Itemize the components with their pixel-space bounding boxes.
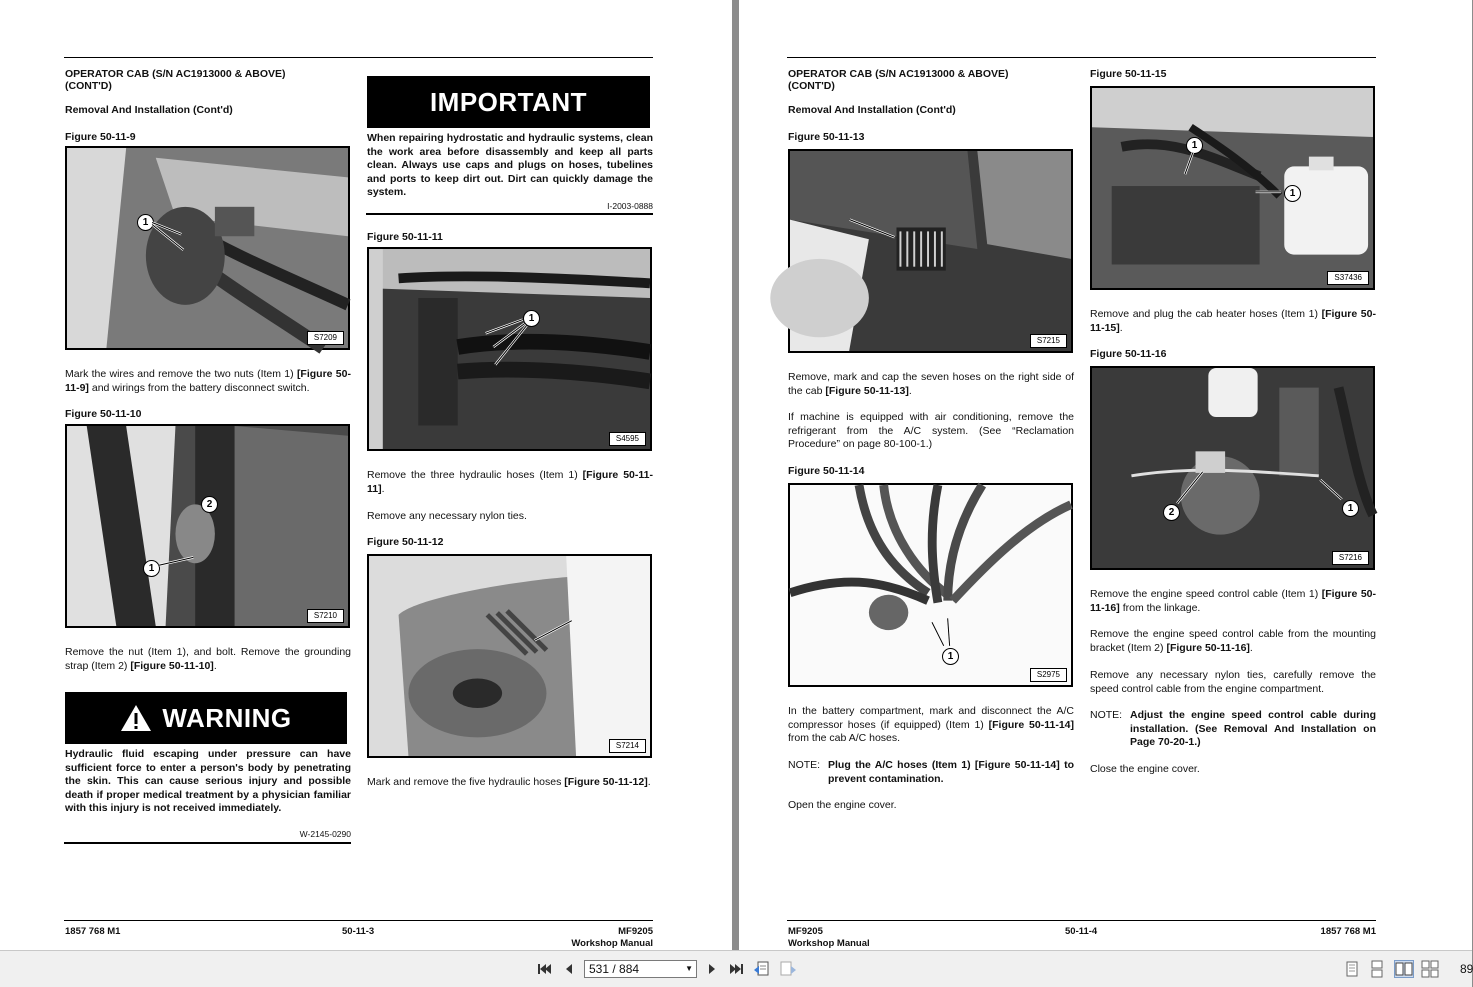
paragraph: In the battery compartment, mark and disconnect the A/C compressor hoses (if equipped) (Item 1) [Figure 50-11-14] from the cab A/C hoses. bbox=[788, 705, 1074, 744]
header-rule bbox=[64, 57, 653, 58]
important-text: When repairing hydrostatic and hydraulic systems, clean the work area before disassembly and keep all parts clean. Always use caps and plugs on hoses, tubelines and ports to keep dirt out. Dirt can quickly damage the system. bbox=[367, 132, 653, 198]
callout-1: 1 bbox=[137, 214, 154, 231]
last-page-icon bbox=[729, 961, 745, 977]
callout-1: 1 bbox=[1342, 500, 1359, 517]
go-forward-button[interactable] bbox=[780, 961, 796, 977]
section-title: OPERATOR CAB (S/N AC1913000 & ABOVE) (CONT'D) bbox=[788, 68, 1009, 92]
footer-page-number: 50-11-3 bbox=[342, 926, 375, 937]
paragraph: Remove any necessary nylon ties, carefully remove the speed control cable from the engine compartment. bbox=[1090, 669, 1376, 695]
figure-title: Figure 50-11-10 bbox=[65, 408, 142, 420]
go-back-view-icon bbox=[753, 961, 771, 977]
callout-1: 1 bbox=[942, 648, 959, 665]
figure-photo-50-11-10 bbox=[65, 424, 350, 628]
figure-title: Figure 50-11-15 bbox=[1090, 68, 1167, 80]
warning-label: WARNING bbox=[162, 702, 292, 733]
section-subtitle: Removal And Installation (Cont'd) bbox=[788, 104, 956, 116]
important-label: IMPORTANT bbox=[429, 86, 588, 117]
paragraph: Close the engine cover. bbox=[1090, 763, 1200, 775]
figure-id: S7216 bbox=[1332, 551, 1369, 565]
viewer-toolbar bbox=[0, 950, 1472, 987]
callout-1: 1 bbox=[1284, 185, 1301, 202]
figure-id: S4595 bbox=[609, 432, 646, 446]
figure-photo-50-11-16 bbox=[1090, 366, 1375, 570]
page-indicator: 531 / 884 bbox=[589, 962, 640, 976]
note-text: Plug the A/C hoses (Item 1) [Figure 50-11-14] to prevent contamination. bbox=[828, 759, 1074, 785]
callout-2: 2 bbox=[1163, 504, 1180, 521]
paragraph: Remove the engine speed control cable (Item 1) [Figure 50-11-16] from the linkage. bbox=[1090, 588, 1376, 614]
first-page-button[interactable] bbox=[536, 961, 552, 977]
figure-photo-50-11-15 bbox=[1090, 86, 1375, 290]
previous-page-button[interactable] bbox=[561, 961, 577, 977]
go-forward-view-icon bbox=[779, 961, 797, 977]
page-number-select[interactable] bbox=[584, 960, 697, 978]
callout-1: 1 bbox=[1186, 137, 1203, 154]
warning-code: W-2145-0290 bbox=[299, 829, 351, 839]
callout-1: 1 bbox=[523, 310, 540, 327]
single-page-icon bbox=[1345, 961, 1359, 977]
figure-photo-50-11-12 bbox=[367, 554, 652, 758]
warning-banner bbox=[65, 692, 347, 744]
figure-id: S37436 bbox=[1327, 271, 1369, 285]
paragraph: Remove and plug the cab heater hoses (Item 1) [Figure 50-11-15]. bbox=[1090, 308, 1376, 334]
important-bottom-rule bbox=[366, 213, 653, 215]
figure-id: S7210 bbox=[307, 609, 344, 623]
paragraph: Remove the nut (Item 1), and bolt. Remove the grounding strap (Item 2) [Figure 50-11-10]. bbox=[65, 646, 351, 672]
footer-doc-number: 1857 768 M1 bbox=[1320, 926, 1376, 937]
paragraph: Remove the engine speed control cable from the mounting bracket (Item 2) [Figure 50-11-16]. bbox=[1090, 628, 1376, 654]
figure-title: Figure 50-11-14 bbox=[788, 465, 865, 477]
single-page-view-button[interactable] bbox=[1344, 961, 1360, 977]
footer-doc-number: 1857 768 M1 bbox=[65, 926, 121, 937]
figure-title: Figure 50-11-13 bbox=[788, 131, 865, 143]
figure-photo-50-11-9 bbox=[65, 146, 350, 350]
continuous-view-button[interactable] bbox=[1369, 961, 1385, 977]
figure-title: Figure 50-11-12 bbox=[367, 536, 444, 548]
chevron-down-icon: ▼ bbox=[685, 964, 693, 973]
paragraph: Mark the wires and remove the two nuts (Item 1) [Figure 50-11-9] and wirings from the battery disconnect switch. bbox=[65, 368, 351, 394]
figure-photo-50-11-14 bbox=[788, 483, 1073, 687]
warning-triangle-icon bbox=[120, 704, 152, 732]
next-page-icon bbox=[704, 961, 720, 977]
figure-photo-50-11-13 bbox=[788, 149, 1073, 353]
note-label: NOTE: bbox=[788, 759, 821, 771]
continuous-facing-icon bbox=[1421, 961, 1439, 977]
footer-page-number: 50-11-4 bbox=[1065, 926, 1098, 937]
figure-photo-50-11-11 bbox=[367, 247, 652, 451]
paragraph: Mark and remove the five hydraulic hoses [Figure 50-11-12]. bbox=[367, 776, 651, 788]
continuous-page-icon bbox=[1370, 961, 1384, 977]
paragraph: Open the engine cover. bbox=[788, 799, 897, 811]
figure-title: Figure 50-11-16 bbox=[1090, 348, 1167, 360]
warning-text: Hydraulic fluid escaping under pressure can have sufficient force to enter a person's body by penetrating the skin. This can cause serious injury and possible death if proper medical treatment by a physician familiar with this injury is not received immediately. bbox=[65, 748, 351, 814]
note bbox=[788, 759, 1074, 786]
note-label: NOTE: bbox=[1090, 709, 1123, 721]
callout-2: 2 bbox=[201, 496, 218, 513]
section-subtitle: Removal And Installation (Cont'd) bbox=[65, 104, 233, 116]
first-page-icon bbox=[536, 961, 552, 977]
last-page-button[interactable] bbox=[729, 961, 745, 977]
facing-view-button[interactable] bbox=[1394, 960, 1414, 978]
previous-page-icon bbox=[561, 961, 577, 977]
footer-rule bbox=[787, 920, 1376, 921]
header-rule bbox=[787, 57, 1376, 58]
facing-pages-icon bbox=[1395, 962, 1413, 976]
figure-id: S7209 bbox=[307, 331, 344, 345]
warning-bottom-rule bbox=[64, 842, 351, 844]
go-back-button[interactable] bbox=[754, 961, 770, 977]
figure-id: S2975 bbox=[1030, 668, 1067, 682]
continuous-facing-view-button[interactable] bbox=[1422, 961, 1438, 977]
footer-manual: MF9205 Workshop Manual bbox=[788, 926, 870, 949]
callout-1: 1 bbox=[143, 560, 160, 577]
figure-id: S7215 bbox=[1030, 334, 1067, 348]
figure-title: Figure 50-11-11 bbox=[367, 231, 443, 243]
important-code: I-2003-0888 bbox=[607, 201, 653, 211]
footer-rule bbox=[64, 920, 653, 921]
note bbox=[1090, 709, 1376, 750]
paragraph: Remove, mark and cap the seven hoses on the right side of the cab [Figure 50-11-13]. bbox=[788, 371, 1074, 397]
figure-id: S7214 bbox=[609, 739, 646, 753]
paragraph: If machine is equipped with air conditioning, remove the refrigerant from the A/C system. (See “Reclamation Procedure” on page 80-100-1.) bbox=[788, 411, 1074, 450]
important-banner bbox=[367, 76, 650, 128]
next-page-button[interactable] bbox=[704, 961, 720, 977]
document-page-left bbox=[0, 0, 732, 950]
note-text: Adjust the engine speed control cable during installation. (See Removal And Installation on Page 70-20-1.) bbox=[1130, 709, 1376, 748]
paragraph: Remove the three hydraulic hoses (Item 1) [Figure 50-11-11]. bbox=[367, 469, 653, 495]
section-title: OPERATOR CAB (S/N AC1913000 & ABOVE) (CONT'D) bbox=[65, 68, 286, 92]
footer-manual: MF9205 Workshop Manual bbox=[571, 926, 653, 949]
figure-title: Figure 50-11-9 bbox=[65, 131, 136, 143]
paragraph: Remove any necessary nylon ties. bbox=[367, 510, 527, 522]
zoom-level[interactable]: 89 bbox=[1460, 962, 1473, 976]
document-page-right bbox=[739, 0, 1472, 950]
